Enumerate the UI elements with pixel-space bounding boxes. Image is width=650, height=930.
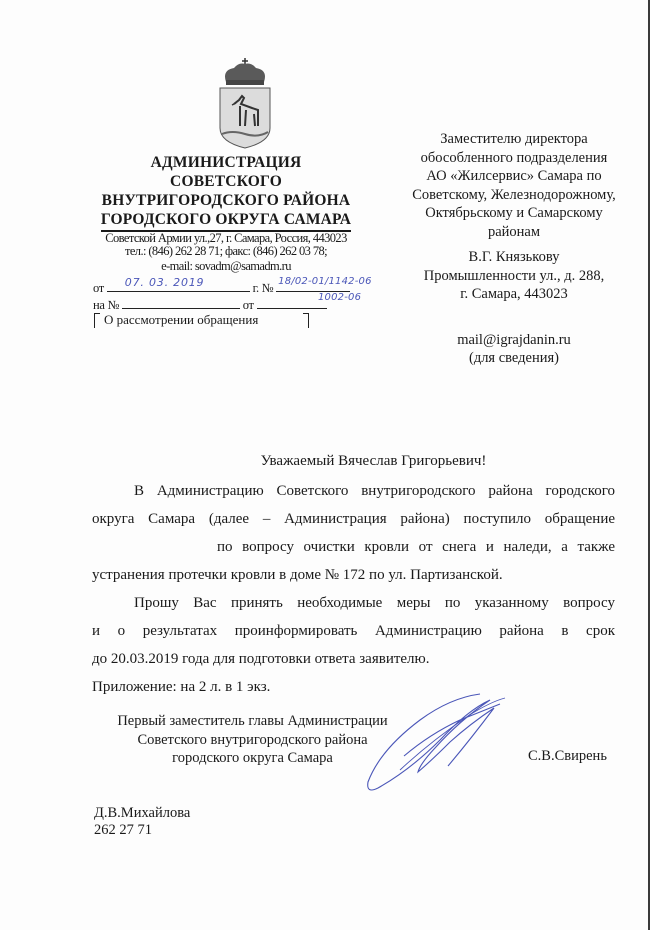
reference-line	[93, 296, 327, 313]
organization-name	[88, 153, 364, 232]
paragraph-2-line: Прошу Вас принять необходимые меры по указанному вопросу	[134, 595, 615, 611]
handwritten-signature-icon	[340, 690, 530, 800]
paragraph-1-line: устранения протечки кровли в доме № 172 по ул. Партизанской.	[92, 567, 503, 583]
executor-block	[94, 805, 190, 839]
cc-note: (для сведения)	[468, 350, 559, 366]
org-line-1: АДМИНИСТРАЦИЯ	[150, 154, 302, 171]
recipient-position-line: Заместителю директора	[440, 131, 588, 147]
ref-from-label: от	[242, 298, 254, 312]
org-line-3: ВНУТРИГОРОДСКОГО РАЙОНА	[101, 192, 351, 209]
attachment-note: Приложение: на 2 л. в 1 экз.	[92, 679, 271, 695]
paragraph-2-line: до 20.03.2019 года для подготовки ответа заявителю.	[92, 651, 430, 667]
recipient-position-line: АО «Жилсервис» Самара по	[426, 168, 602, 184]
executor-phone: 262 27 71	[94, 822, 152, 838]
samara-coat-of-arms-icon	[212, 58, 278, 150]
paragraph-1-line: округа Самара (далее – Администрация района) поступило обращение	[92, 511, 615, 527]
subject: О рассмотрении обращения	[104, 312, 259, 327]
recipient-address-line: г. Самара, 443023	[460, 286, 568, 302]
subject-bracket-left	[94, 313, 100, 328]
recipient-position-line: Советскому, Железнодорожному,	[412, 186, 616, 203]
ref-date-field	[257, 296, 327, 309]
signer-name: С.В.Свирень	[528, 748, 607, 764]
date-value: 07. 03. 2019	[124, 276, 205, 289]
number-field	[276, 276, 372, 292]
letter-body	[92, 452, 615, 701]
recipient-address-line: Промышленности ул., д. 288,	[423, 267, 605, 284]
signer-title-line: городского округа Самара	[172, 750, 333, 766]
subject-bracket-right	[303, 313, 309, 328]
number-value-2: 1002-06	[318, 292, 362, 303]
recipient-block	[392, 130, 636, 368]
ref-number-field	[122, 296, 240, 309]
paragraph-1-line: по вопросу очистки кровли от снега и наледи, а также	[217, 539, 615, 555]
org-line-2: СОВЕТСКОГО	[170, 173, 282, 190]
org-email: e-mail: sovadm@samadm.ru	[161, 259, 291, 273]
registration-line	[93, 276, 372, 296]
ref-label: на №	[93, 298, 120, 312]
recipient-name: В.Г. Князькову	[468, 249, 560, 265]
number-value: 18/02-01/1142-06	[278, 276, 372, 287]
org-address: Советской Армии ул.,27, г. Самара, Россия, 443023	[105, 231, 347, 245]
org-contacts	[88, 232, 364, 273]
cc-email: mail@igrajdanin.ru	[457, 331, 571, 348]
recipient-position-line: Октябрьскому и Самарскому	[425, 205, 603, 221]
recipient-position-line: обособленного подразделения	[420, 149, 608, 166]
salutation: Уважаемый Вячеслав Григорьевич!	[260, 453, 487, 469]
paragraph-2-line: и о результатах проинформировать Администрацию района в срок	[92, 623, 615, 639]
executor-name: Д.В.Михайлова	[94, 805, 191, 821]
paragraph-1-line: В Администрацию Советского внутригородского района городского	[134, 483, 615, 499]
org-phone-fax: тел.: (846) 262 28 71; факс: (846) 262 03 78;	[125, 243, 327, 258]
number-label: г. №	[252, 281, 274, 295]
date-field	[107, 276, 250, 292]
recipient-position-line: районам	[487, 223, 541, 240]
signer-title-line: Первый заместитель главы Администрации	[117, 713, 388, 729]
signer-title-line: Советского внутригородского района	[137, 731, 368, 748]
org-line-4: ГОРОДСКОГО ОКРУГА САМАРА	[101, 210, 351, 232]
date-label: от	[93, 281, 104, 295]
